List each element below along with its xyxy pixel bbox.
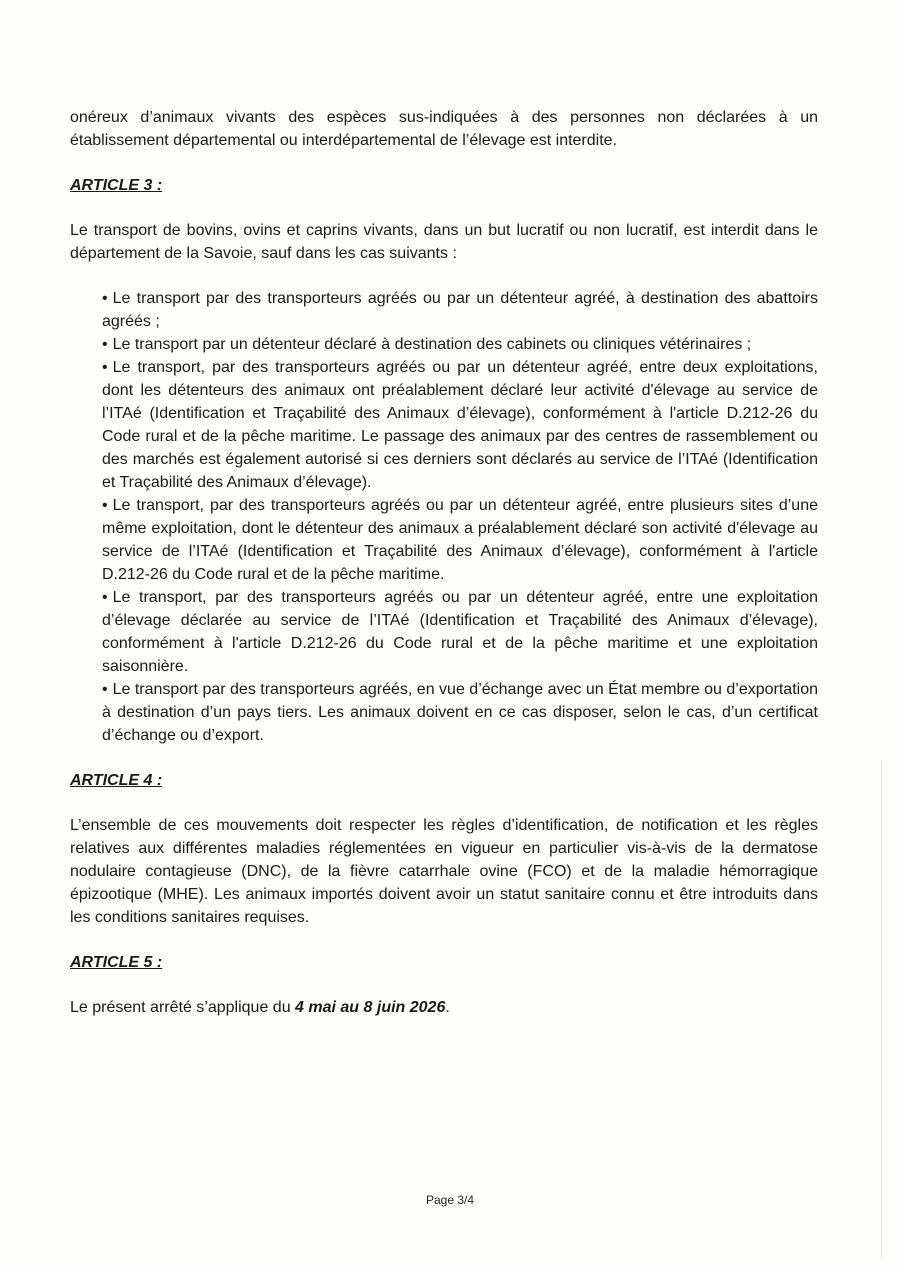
list-item-text: Le transport par des transporteurs agréés ou par un détenteur agréé, à destination des abattoirs agréés ; bbox=[102, 290, 818, 330]
bullet-icon: • bbox=[102, 290, 108, 307]
scan-edge-line bbox=[881, 760, 882, 1260]
list-item-text: Le transport, par des transporteurs agréés ou par un détenteur agréé, entre deux exploitations, dont les détenteurs des animaux ont préalablement déclaré leur activité d'élevage au service de l’ITAé (Identification et Traçabilité des Animaux d’élevage), conformément à l'article D.212-26 du Code rural et de la pêche maritime. Le passage des animaux par des centres de rassemblement ou des marchés est également autorisé si ces derniers sont déclarés au service de l’ITAé (Identification et Traçabilité des Animaux d’élevage). bbox=[102, 359, 818, 491]
bullet-icon: • bbox=[102, 359, 108, 376]
article-5-text-suffix: . bbox=[445, 999, 450, 1016]
list-item bbox=[102, 287, 818, 333]
article-3-heading: ARTICLE 3 : bbox=[70, 177, 163, 194]
bullet-icon: • bbox=[102, 497, 108, 514]
list-item bbox=[102, 333, 818, 356]
article-5-heading: ARTICLE 5 : bbox=[70, 954, 163, 971]
list-item bbox=[102, 356, 818, 494]
document-body bbox=[70, 106, 818, 1019]
article-3-lead: Le transport de bovins, ovins et caprins vivants, dans un but lucratif ou non lucratif, est interdit dans le département de la Savoie, sauf dans les cas suivants : bbox=[70, 222, 818, 262]
list-item-text: Le transport par un détenteur déclaré à destination des cabinets ou cliniques vétérinaires ; bbox=[112, 336, 752, 353]
article-5-text bbox=[70, 996, 818, 1019]
article-4-heading: ARTICLE 4 : bbox=[70, 772, 163, 789]
page-number: Page 3/4 bbox=[425, 1193, 475, 1207]
list-item-text: Le transport par des transporteurs agréés, en vue d’échange avec un État membre ou d’exportation à destination d’un pays tiers. Les animaux doivent en ce cas disposer, selon le cas, d’un certificat d’échange ou d’export. bbox=[102, 681, 818, 744]
article-5-text-prefix: Le présent arrêté s’applique du bbox=[70, 999, 296, 1016]
list-item bbox=[102, 586, 818, 678]
list-item bbox=[102, 678, 818, 747]
bullet-icon: • bbox=[102, 589, 108, 606]
article-4-text: L’ensemble de ces mouvements doit respecter les règles d’identification, de notification et les règles relatives aux différentes maladies réglementées en vigueur en particulier vis-à-vis de la dermatose nodulaire contagieuse (DNC), de la fièvre catarrhale ovine (FCO) et de la maladie hémorragique épizootique (MHE). Les animaux importés doivent avoir un statut sanitaire connu et être introduits dans les conditions sanitaires requises. bbox=[70, 817, 818, 926]
bullet-icon: • bbox=[102, 681, 108, 698]
list-item-text: Le transport, par des transporteurs agréés ou par un détenteur agréé, entre une exploitation d’élevage déclarée au service de l’ITAé (Identification et Traçabilité des Animaux d’élevage), conformément à l'article D.212-26 du Code rural et de la pêche maritime et une exploitation saisonnière. bbox=[102, 589, 818, 675]
article-3-exceptions-list bbox=[102, 287, 818, 747]
list-item-text: Le transport, par des transporteurs agréés ou par un détenteur agréé, entre plusieurs sites d’une même exploitation, dont le détenteur des animaux a préalablement déclaré son activité d'élevage au service de l’ITAé (Identification et Traçabilité des Animaux d’élevage), conformément à l'article D.212-26 du Code rural et de la pêche maritime. bbox=[102, 497, 818, 583]
list-item bbox=[102, 494, 818, 586]
intro-paragraph: onéreux d’animaux vivants des espèces sus-indiquées à des personnes non déclarées à un établissement départemental ou interdépartemental de l’élevage est interdite. bbox=[70, 109, 818, 149]
validity-date-range: 4 mai au 8 juin 2026 bbox=[295, 999, 446, 1016]
bullet-icon: • bbox=[102, 336, 108, 353]
